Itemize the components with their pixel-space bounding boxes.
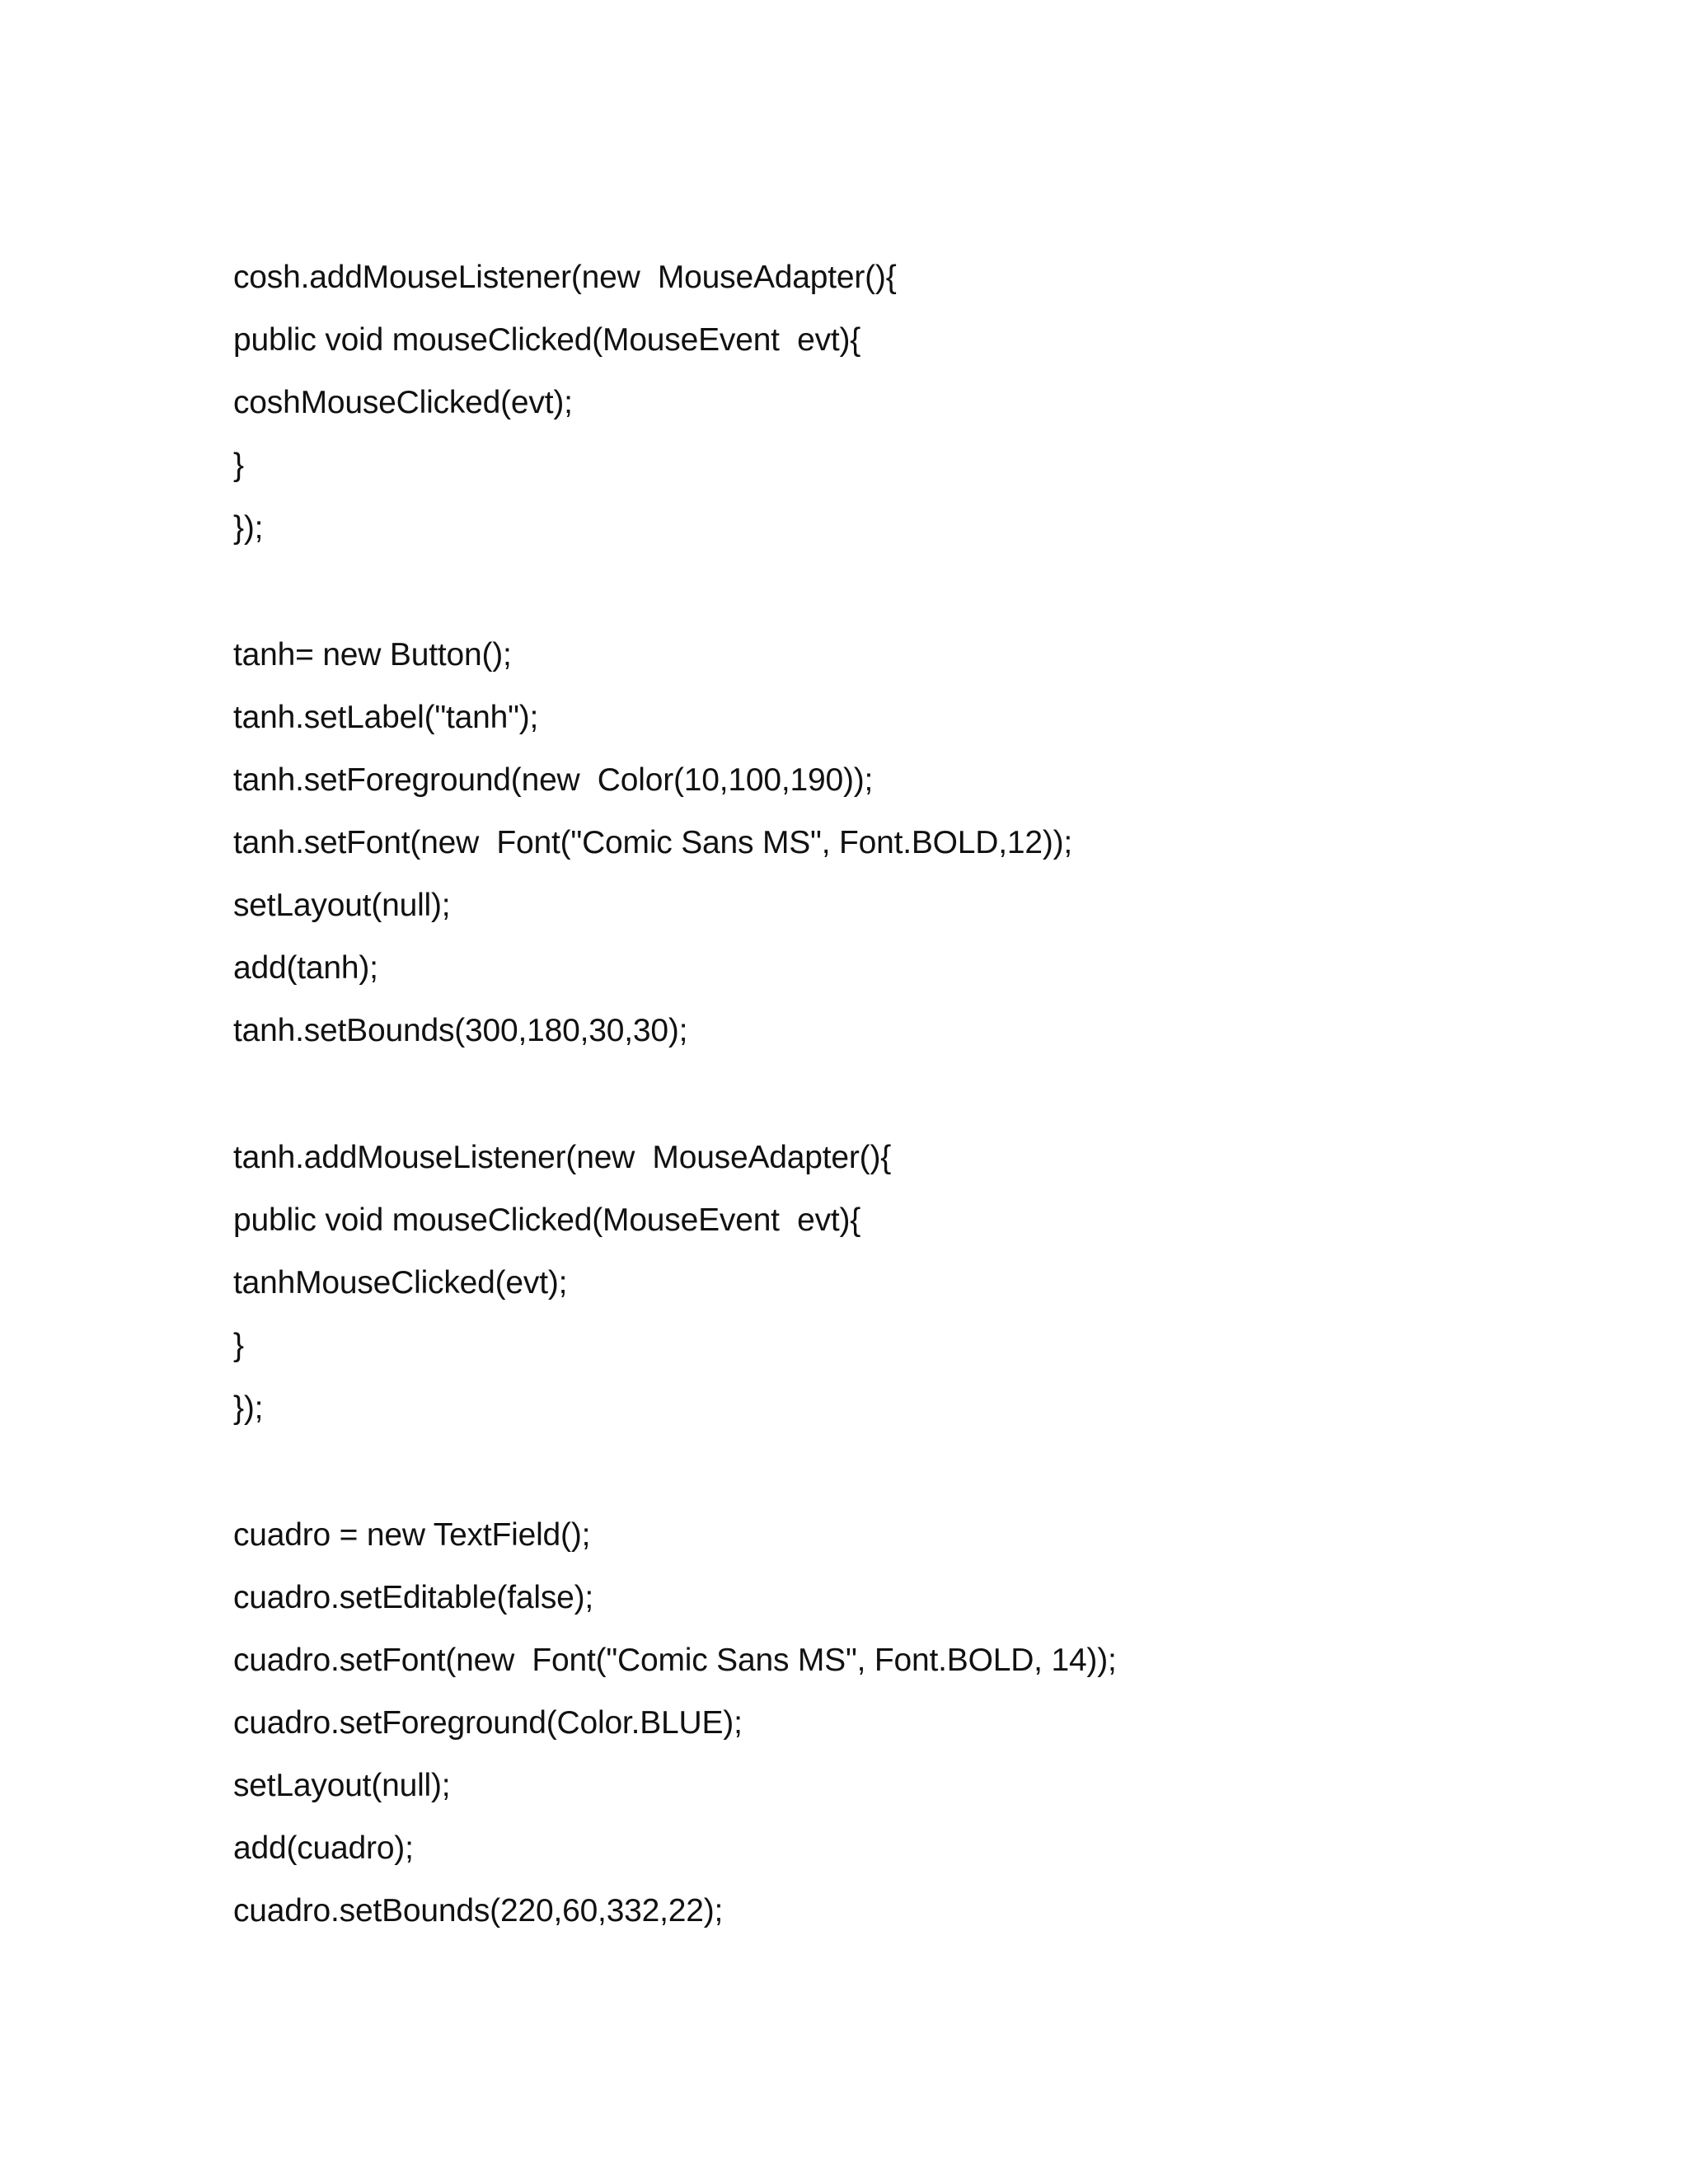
code-line: add(cuadro); (233, 1830, 414, 1866)
code-line: cosh.addMouseListener(new MouseAdapter(){ (233, 260, 897, 295)
code-block-tanh-button (233, 624, 1552, 1062)
code-line: tanh.setFont(new Font("Comic Sans MS", Font.BOLD,12)); (233, 825, 1073, 860)
code-block-cuadro-textfield (233, 1504, 1552, 1943)
code-line: coshMouseClicked(evt); (233, 385, 573, 420)
code-line: cuadro = new TextField(); (233, 1517, 591, 1553)
code-line: public void mouseClicked(MouseEvent evt){ (233, 1202, 861, 1238)
code-line: setLayout(null); (233, 1768, 451, 1803)
code-line: } (233, 448, 244, 483)
code-line: }); (233, 1390, 264, 1426)
code-line: cuadro.setBounds(220,60,332,22); (233, 1893, 724, 1929)
code-line: add(tanh); (233, 950, 378, 986)
code-line: tanh.setLabel("tanh"); (233, 700, 539, 735)
code-block-cosh-listener (233, 246, 1552, 560)
code-line: tanh.setBounds(300,180,30,30); (233, 1013, 688, 1048)
code-line: public void mouseClicked(MouseEvent evt){ (233, 322, 861, 358)
code-block-tanh-listener (233, 1127, 1552, 1440)
code-line: } (233, 1328, 244, 1363)
code-line: cuadro.setFont(new Font("Comic Sans MS", Font.BOLD, 14)); (233, 1643, 1117, 1678)
code-line: cuadro.setEditable(false); (233, 1580, 594, 1615)
code-line: tanh.addMouseListener(new MouseAdapter(){ (233, 1140, 892, 1175)
code-line: cuadro.setForeground(Color.BLUE); (233, 1705, 743, 1741)
code-line: tanh= new Button(); (233, 637, 512, 673)
code-line: }); (233, 510, 264, 546)
code-line: setLayout(null); (233, 888, 451, 923)
code-line: tanh.setForeground(new Color(10,100,190)); (233, 762, 874, 798)
code-line: tanhMouseClicked(evt); (233, 1265, 568, 1301)
